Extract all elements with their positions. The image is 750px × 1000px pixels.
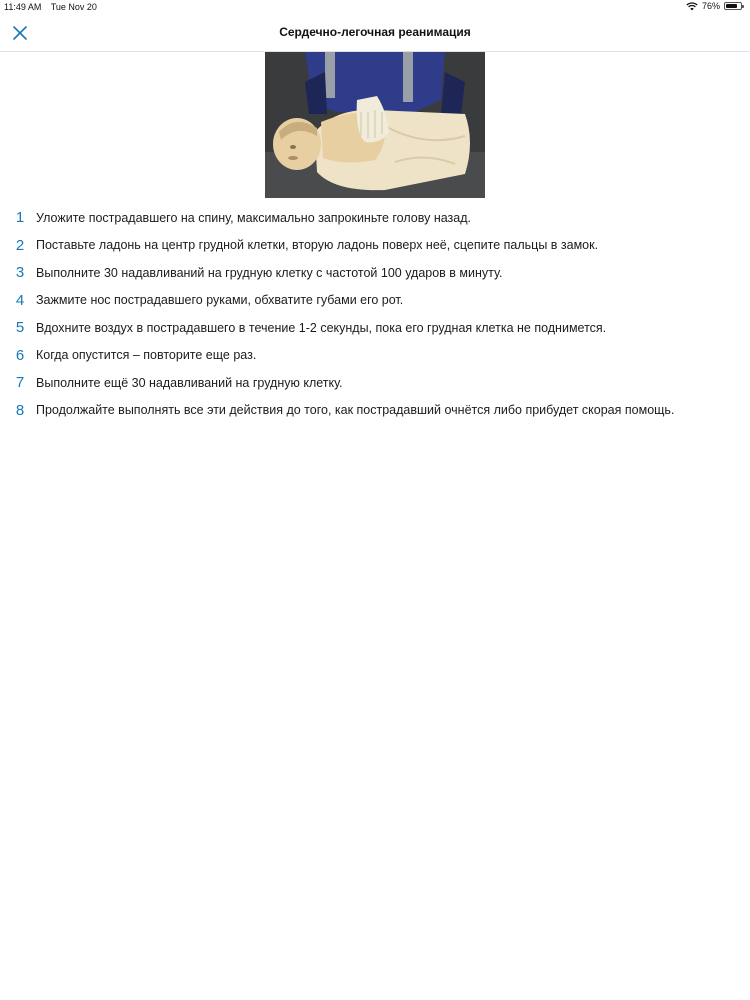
step-text: Поставьте ладонь на центр грудной клетки, вторую ладонь поверх неё, сцепите пальцы в замок. (36, 238, 599, 253)
list-item (0, 259, 750, 287)
status-date: Tue Nov 20 (50, 2, 97, 12)
battery-icon (724, 2, 742, 10)
steps-list (0, 204, 750, 424)
step-text: Продолжайте выполнять все эти действия до того, как пострадавший очнётся либо прибудет скорая помощь. (36, 403, 675, 418)
status-left (4, 2, 104, 12)
status-time: 11:49 AM (4, 2, 42, 12)
step-number: 2 (15, 236, 25, 254)
step-text: Выполните 30 надавливаний на грудную клетку с частотой 100 ударов в минуту. (36, 265, 503, 280)
step-number: 3 (15, 264, 25, 282)
status-right (686, 1, 742, 11)
wifi-icon (686, 2, 698, 11)
step-number: 4 (15, 291, 25, 309)
list-item (0, 342, 750, 370)
list-item (0, 397, 750, 425)
status-bar (0, 0, 750, 14)
cpr-photo (265, 52, 485, 198)
list-item (0, 232, 750, 260)
nav-bar (0, 14, 750, 52)
step-number: 5 (15, 319, 25, 337)
cpr-illustration-icon (265, 52, 485, 198)
list-item (0, 287, 750, 315)
list-item (0, 204, 750, 232)
step-number: 6 (15, 346, 25, 364)
battery-cap (742, 5, 744, 8)
step-text: Уложите пострадавшего на спину, максимально запрокиньте голову назад. (36, 210, 471, 225)
battery-percent: 76% (701, 1, 720, 11)
step-number: 7 (15, 374, 25, 392)
step-text: Когда опустится – повторите еще раз. (36, 348, 257, 363)
step-number: 8 (15, 401, 25, 419)
page-title: Сердечно-легочная реанимация (279, 25, 471, 39)
step-text: Зажмите нос пострадавшего руками, обхватите губами его рот. (36, 293, 404, 308)
step-text: Выполните ещё 30 надавливаний на грудную клетку. (36, 375, 343, 390)
list-item (0, 369, 750, 397)
battery-fill (726, 4, 737, 8)
list-item (0, 314, 750, 342)
step-number: 1 (15, 209, 25, 227)
step-text: Вдохните воздух в пострадавшего в течение 1-2 секунды, пока его грудная клетка не поднимется. (36, 320, 607, 335)
